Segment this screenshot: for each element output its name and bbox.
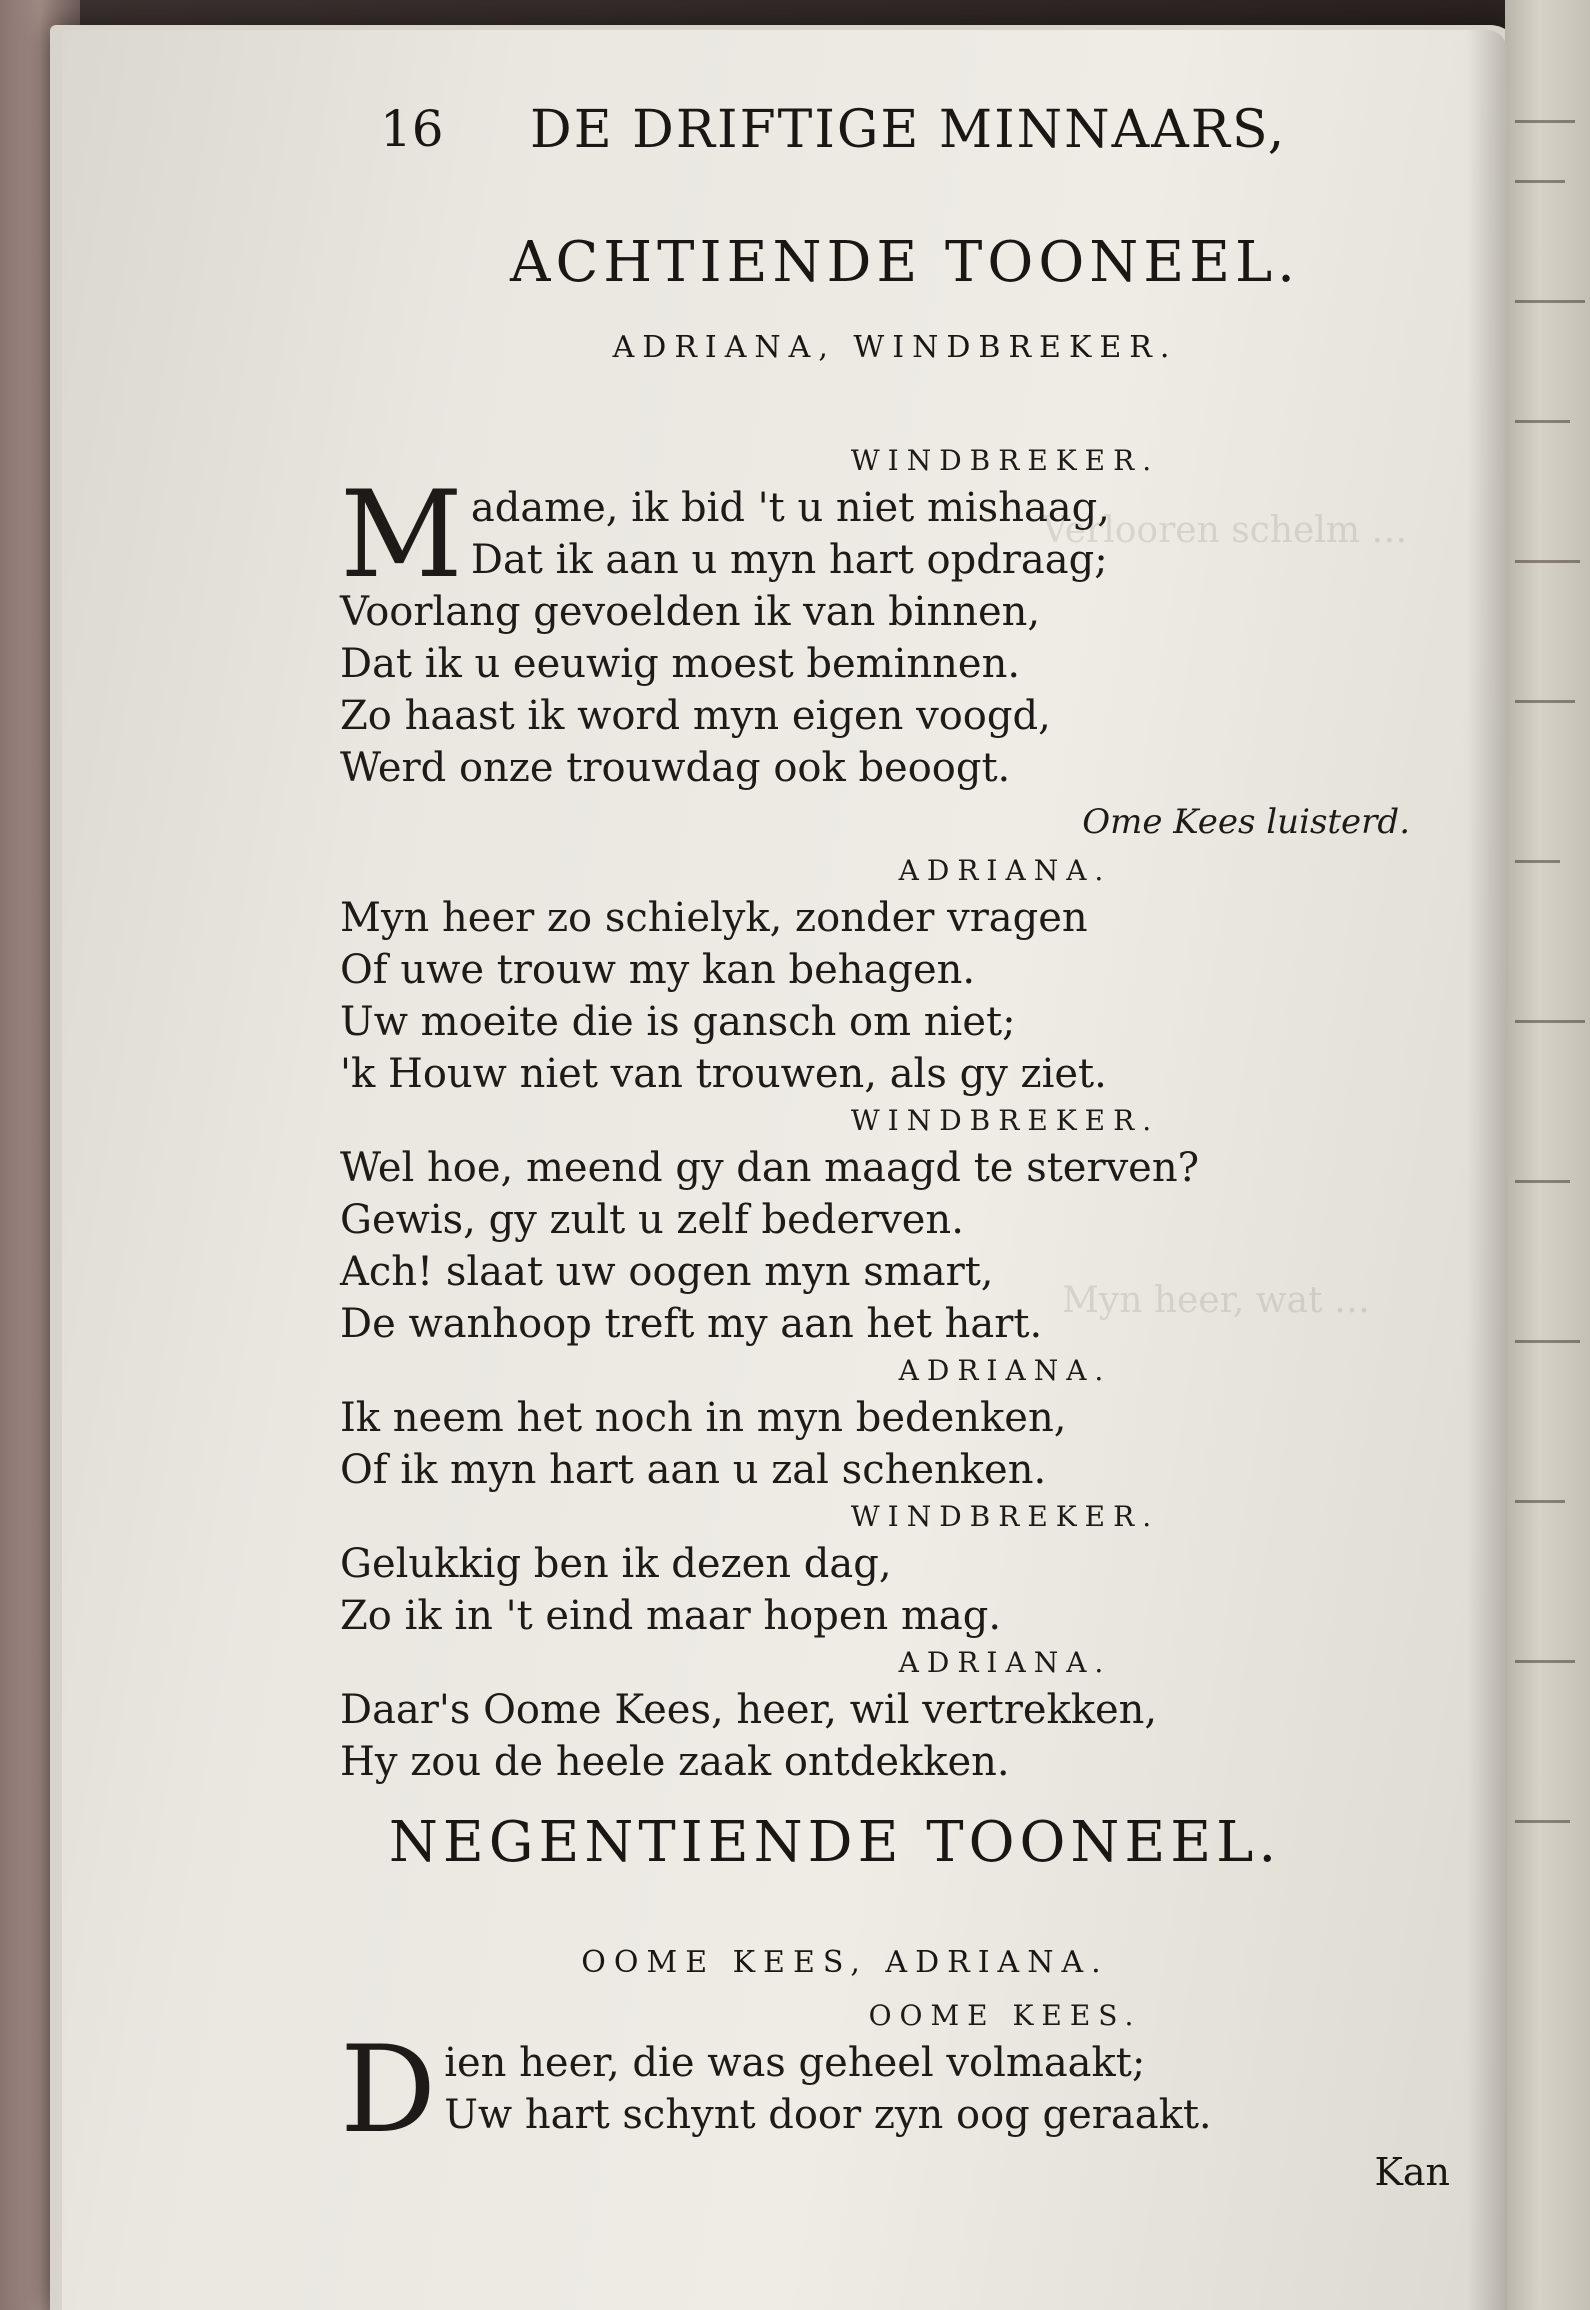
speaker-name: ADRIANA. <box>898 1354 1112 1387</box>
verse-line: Uw hart schynt door zyn oog geraakt. <box>444 2092 1212 2138</box>
scene-dialogue <box>340 440 1450 1788</box>
drop-capital: D <box>340 2021 437 2160</box>
verse-line: Gelukkig ben ik dezen dag, <box>340 1541 892 1587</box>
scene-title: ACHTIENDE TOONEEL. <box>510 230 1300 295</box>
verse-line: Voorlang gevoelden ik van binnen, <box>340 589 1041 635</box>
scene-persons: ADRIANA, WINDBREKER. <box>612 330 1178 365</box>
speaker-name: ADRIANA. <box>898 854 1112 887</box>
running-title: DE DRIFTIGE MINNAARS, <box>530 100 1287 160</box>
drop-capital: M <box>340 466 463 605</box>
scene-persons: OOME KEES, ADRIANA. <box>581 1945 1109 1980</box>
verse-line: Wel hoe, meend gy dan maagd te sterven? <box>340 1145 1200 1191</box>
bleed-through-text: Verlooren schelm … <box>1042 510 1408 551</box>
verse-line: Dat ik aan u myn hart opdraag; <box>470 537 1108 583</box>
verse-line: 'k Houw niet van trouwen, als gy ziet. <box>340 1051 1107 1097</box>
stage-direction: Ome Kees luisterd. <box>1082 802 1410 842</box>
verse-line: Daar's Oome Kees, heer, wil vertrekken, <box>340 1687 1158 1733</box>
verse-line: Of uwe trouw my kan behagen. <box>340 947 976 993</box>
verse-line: adame, ik bid 't u niet mishaag, <box>470 485 1110 531</box>
verse-line: Dat ik u eeuwig moest beminnen. <box>340 641 1021 687</box>
verse-line: Zo haast ik word myn eigen voogd, <box>340 693 1051 739</box>
verse-line: De wanhoop treft my aan het hart. <box>340 1301 1043 1347</box>
verse-line: Ik neem het noch in myn bedenken, <box>340 1395 1067 1441</box>
speaker-name: WINDBREKER. <box>850 444 1160 477</box>
verse-line: Gewis, gy zult u zelf bederven. <box>340 1197 964 1243</box>
scene-dialogue <box>340 1995 1450 2160</box>
verse-line: Myn heer zo schielyk, zonder vragen <box>340 895 1088 941</box>
page-number: 16 <box>380 100 444 158</box>
speaker-name: OOME KEES. <box>868 1999 1142 2032</box>
running-header <box>380 100 1420 180</box>
verse-line: Uw moeite die is gansch om niet; <box>340 999 1016 1045</box>
verse-line: Ach! slaat uw oogen myn smart, <box>340 1249 994 1295</box>
verse-line: Werd onze trouwdag ook beoogt. <box>340 745 1011 791</box>
verse-line: Zo ik in 't eind maar hopen mag. <box>340 1593 1002 1639</box>
verse-line: ien heer, die was geheel volmaakt; <box>444 2040 1146 2086</box>
speaker-name: WINDBREKER. <box>850 1104 1160 1137</box>
speaker-name: ADRIANA. <box>898 1646 1112 1679</box>
bleed-through-text: Myn heer, wat … <box>1062 1280 1370 1321</box>
verse-line: Hy zou de heele zaak ontdekken. <box>340 1739 1010 1785</box>
scene-title: NEGENTIENDE TOONEEL. <box>388 1810 1282 1875</box>
catchword: Kan <box>1374 2150 1450 2194</box>
verse-line: Of ik myn hart aan u zal schenken. <box>340 1447 1047 1493</box>
speaker-name: WINDBREKER. <box>850 1500 1160 1533</box>
